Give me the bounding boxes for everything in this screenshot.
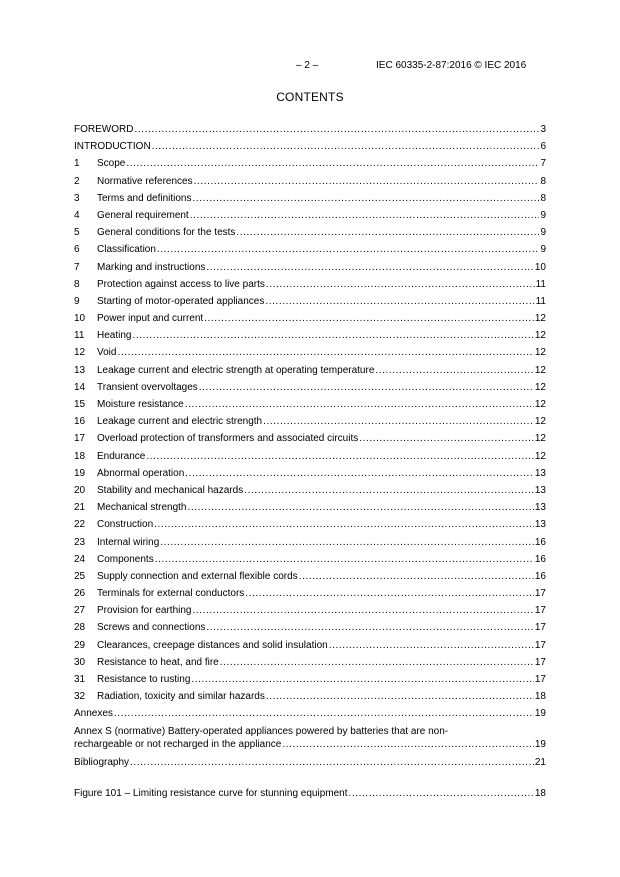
toc-entry-label: Marking and instructions <box>97 261 206 273</box>
toc-entry-number: 13 <box>74 364 86 376</box>
dot-leader <box>236 224 539 241</box>
toc-entry-label: Components <box>97 553 154 565</box>
toc-entry-clause-25[interactable] <box>74 568 546 585</box>
toc-entry-clause-27[interactable] <box>74 602 546 619</box>
dot-leader <box>263 413 534 430</box>
dot-leader <box>194 173 540 190</box>
toc-entry-page: 13 <box>534 519 546 531</box>
dot-leader <box>134 121 539 138</box>
toc-entry-page: 12 <box>534 347 546 359</box>
toc-entry-label: Bibliography <box>74 756 130 768</box>
toc-entry-number: 30 <box>74 656 86 668</box>
toc-entry-number: 21 <box>74 502 86 514</box>
dot-leader <box>190 207 540 224</box>
toc-entry-label: Terms and definitions <box>97 192 192 204</box>
dot-leader <box>193 190 540 207</box>
toc-entry-page: 16 <box>534 536 546 548</box>
toc-entry-label: Resistance to rusting <box>97 674 191 685</box>
dot-leader <box>266 276 535 293</box>
toc-entry-page: 16 <box>534 553 546 565</box>
toc-entry-label: Power input and current <box>97 313 204 325</box>
toc-entry-label: Annexes <box>74 708 113 720</box>
toc-entry-number: 18 <box>74 450 86 462</box>
toc-entry-page: 3 <box>540 124 546 135</box>
toc-entry-clause-30[interactable] <box>74 654 546 671</box>
toc-entry-clause-6[interactable] <box>74 241 546 258</box>
toc-entry-label: Leakage current and electric strength at operating temperature <box>97 364 375 376</box>
dot-leader <box>359 430 534 447</box>
dot-leader <box>117 344 533 361</box>
toc-entry-clause-19[interactable] <box>74 465 546 482</box>
dot-leader <box>191 671 533 688</box>
toc-entry-number: 1 <box>74 158 80 170</box>
toc-entry-number: 27 <box>74 605 86 617</box>
dot-leader <box>329 637 534 654</box>
toc-entry-label: Figure 101 – Limiting resistance curve for stunning equipment <box>74 787 348 799</box>
toc-entry-label-line1: Annex S (normative) Battery-operated appliances powered by batteries that are non- <box>74 725 449 737</box>
toc-entry-number: 4 <box>74 209 80 221</box>
toc-entry-label: Stability and mechanical hazards <box>97 484 244 496</box>
toc-entry-page: 21 <box>534 756 546 768</box>
toc-entry-page: 12 <box>534 313 546 325</box>
toc-entry-page: 16 <box>534 570 546 582</box>
dot-leader <box>185 465 534 482</box>
toc-entry-number: 5 <box>74 227 80 239</box>
toc-entry-clause-18[interactable] <box>74 448 546 465</box>
toc-entry-clause-11[interactable] <box>74 327 546 344</box>
toc-entry-number: 19 <box>74 467 86 479</box>
toc-entry-label: Resistance to heat, and fire <box>97 656 219 668</box>
dot-leader <box>130 754 534 771</box>
toc-entry-number: 2 <box>74 175 80 187</box>
page-header <box>0 60 620 74</box>
toc-entry-label: Transient overvoltages <box>97 381 198 393</box>
toc-entry-number: 17 <box>74 433 86 445</box>
toc-entry-clause-17[interactable] <box>74 430 546 447</box>
toc-entry-clause-22[interactable] <box>74 516 546 533</box>
toc-entry-label: Screws and connections <box>97 622 206 634</box>
toc-entry-page: 8 <box>540 192 546 204</box>
toc-entry-page: 13 <box>534 467 546 479</box>
toc-entry-number: 28 <box>74 622 86 634</box>
toc-entry-label: Scope <box>97 158 126 170</box>
toc-entry-clause-4[interactable] <box>74 207 546 224</box>
toc-entry-clause-24[interactable] <box>74 551 546 568</box>
toc-entry-page: 12 <box>534 450 546 462</box>
toc-entry-label: Void <box>97 347 117 359</box>
dot-leader <box>375 362 533 379</box>
toc-entry-page: 12 <box>534 364 546 376</box>
toc-entry-page: 11 <box>535 278 546 290</box>
toc-entry-page: 19 <box>534 738 546 750</box>
toc-entry-number: 14 <box>74 381 86 393</box>
toc-entry-page: 17 <box>534 674 546 685</box>
toc-entry-bibliography[interactable] <box>74 754 546 771</box>
toc-entry-clause-32[interactable] <box>74 688 546 705</box>
dot-leader <box>220 654 534 671</box>
toc-entry-label: Construction <box>97 519 154 531</box>
section-gap <box>74 771 546 785</box>
toc-entry-label: General requirement <box>97 209 189 221</box>
toc-entry-label: Classification <box>97 244 156 256</box>
toc-entry-page: 10 <box>534 261 546 273</box>
toc-entry-number: 7 <box>74 261 80 273</box>
toc-entry-label-line2: rechargeable or not recharged in the appliance <box>74 738 282 750</box>
dot-leader <box>199 379 534 396</box>
toc-entry-figure-101[interactable] <box>74 785 546 802</box>
toc-entry-label: Overload protection of transformers and associated circuits <box>97 433 359 445</box>
toc-entry-page: 19 <box>534 708 546 720</box>
dot-leader <box>160 534 534 551</box>
dot-leader <box>282 738 534 751</box>
toc-entry-label: Abnormal operation <box>97 467 185 479</box>
toc-entry-label: Supply connection and external flexible cords <box>97 570 298 582</box>
toc-entry-clause-16[interactable] <box>74 413 546 430</box>
dot-leader <box>299 568 534 585</box>
dot-leader <box>132 327 533 344</box>
toc-entry-annex-s[interactable] <box>74 723 546 754</box>
dot-leader <box>206 619 533 636</box>
toc-entry-label: INTRODUCTION <box>74 141 151 153</box>
toc-entry-page: 17 <box>534 622 546 634</box>
document-id: IEC 60335-2-87:2016 © IEC 2016 <box>376 60 527 71</box>
clause-list <box>74 155 546 705</box>
toc-entry-introduction[interactable] <box>74 138 546 155</box>
toc-entry-page: 8 <box>540 175 546 187</box>
toc-entry-number: 16 <box>74 416 86 428</box>
toc-entry-clause-3[interactable] <box>74 190 546 207</box>
dot-leader <box>244 482 534 499</box>
toc-entry-number: 26 <box>74 588 86 600</box>
toc-entry-number: 29 <box>74 639 86 651</box>
toc-entry-annexes[interactable] <box>74 705 546 722</box>
toc-entry-clause-13[interactable] <box>74 362 546 379</box>
toc-entry-label: Starting of motor-operated appliances <box>97 295 265 307</box>
toc-entry-number: 23 <box>74 536 86 548</box>
toc-entry-page: 17 <box>534 605 546 617</box>
dot-leader <box>266 688 534 705</box>
dot-leader <box>245 585 534 602</box>
toc-entry-clause-28[interactable] <box>74 619 546 636</box>
toc-entry-number: 15 <box>74 399 86 410</box>
toc-entry-label: Mechanical strength <box>97 502 187 514</box>
toc-entry-foreword[interactable] <box>74 121 546 138</box>
toc-entry-clause-5[interactable] <box>74 224 546 241</box>
dot-leader <box>185 396 534 413</box>
page-number: – 2 – <box>296 60 319 71</box>
toc-entry-number: 11 <box>74 330 85 342</box>
toc-entry-number: 31 <box>74 674 86 685</box>
toc-entry-clause-31[interactable] <box>74 671 546 688</box>
toc-entry-page: 9 <box>540 244 546 256</box>
toc-entry-clause-23[interactable] <box>74 534 546 551</box>
toc-entry-clause-29[interactable] <box>74 637 546 654</box>
toc-entry-label: Normative references <box>97 175 193 187</box>
toc-entry-number: 32 <box>74 691 86 703</box>
toc-entry-label: Heating <box>97 330 132 342</box>
toc-entry-clause-15[interactable] <box>74 396 546 413</box>
toc-entry-page: 18 <box>534 787 546 799</box>
dot-leader <box>152 138 540 155</box>
toc-entry-label: Moisture resistance <box>97 399 184 410</box>
toc-entry-page: 17 <box>534 588 546 600</box>
toc-entry-clause-9[interactable] <box>74 293 546 310</box>
toc-entry-page: 18 <box>534 691 546 703</box>
toc-entry-page: 12 <box>534 381 546 393</box>
dot-leader <box>348 785 533 802</box>
toc-entry-clause-26[interactable] <box>74 585 546 602</box>
toc-entry-page: 9 <box>540 209 546 221</box>
toc-entry-page: 17 <box>534 656 546 668</box>
dot-leader <box>126 155 539 172</box>
dot-leader <box>155 551 534 568</box>
toc-entry-number: 24 <box>74 553 86 565</box>
dot-leader <box>114 705 534 722</box>
dot-leader <box>204 310 534 327</box>
toc-entry-page: 12 <box>534 433 546 445</box>
toc-entry-page: 12 <box>534 416 546 428</box>
toc-entry-clause-2[interactable] <box>74 173 546 190</box>
toc-entry-page: 9 <box>540 227 546 239</box>
toc-entry-clause-1[interactable] <box>74 155 546 172</box>
toc-entry-label: Internal wiring <box>97 536 160 548</box>
toc-entry-page: 17 <box>534 639 546 651</box>
toc-entry-number: 8 <box>74 278 80 290</box>
toc-entry-label: Leakage current and electric strength <box>97 416 263 428</box>
dot-leader <box>146 448 534 465</box>
toc-entry-number: 25 <box>74 570 86 582</box>
dot-leader <box>188 499 534 516</box>
toc-entry-label: Endurance <box>97 450 146 462</box>
toc-entry-label: Radiation, toxicity and similar hazards <box>97 691 265 703</box>
toc-entry-clause-20[interactable] <box>74 482 546 499</box>
toc-entry-page: 12 <box>534 399 546 410</box>
toc-entry-page: 12 <box>534 330 546 342</box>
toc-entry-label: General conditions for the tests <box>97 227 236 239</box>
toc-entry-number: 12 <box>74 347 86 359</box>
toc-entry-number: 20 <box>74 484 86 496</box>
toc-entry-page: 11 <box>535 295 546 307</box>
toc-entry-clause-7[interactable] <box>74 259 546 276</box>
page-title: CONTENTS <box>276 90 344 104</box>
toc-entry-page: 13 <box>534 502 546 514</box>
toc-entry-label: Clearances, creepage distances and solid insulation <box>97 639 328 651</box>
toc-entry-label: Protection against access to live parts <box>97 278 265 290</box>
toc-entry-clause-14[interactable] <box>74 379 546 396</box>
toc-entry-page: 7 <box>540 158 546 170</box>
toc-entry-page: 6 <box>540 141 546 153</box>
toc-entry-label: Provision for earthing <box>97 605 192 617</box>
table-of-contents <box>74 121 546 802</box>
toc-entry-page: 13 <box>534 484 546 496</box>
dot-leader <box>154 516 534 533</box>
dot-leader <box>265 293 534 310</box>
dot-leader <box>206 259 533 276</box>
toc-entry-clause-12[interactable] <box>74 344 546 361</box>
toc-entry-clause-10[interactable] <box>74 310 546 327</box>
toc-entry-clause-21[interactable] <box>74 499 546 516</box>
toc-entry-number: 9 <box>74 295 80 307</box>
toc-entry-label: Terminals for external conductors <box>97 588 245 600</box>
toc-entry-number: 22 <box>74 519 86 531</box>
toc-entry-number: 3 <box>74 192 80 204</box>
toc-entry-number: 10 <box>74 313 86 325</box>
toc-entry-number: 6 <box>74 244 80 256</box>
toc-entry-line2 <box>74 738 546 751</box>
dot-leader <box>193 602 534 619</box>
toc-entry-label: FOREWORD <box>74 124 134 135</box>
dot-leader <box>157 241 540 258</box>
toc-entry-clause-8[interactable] <box>74 276 546 293</box>
